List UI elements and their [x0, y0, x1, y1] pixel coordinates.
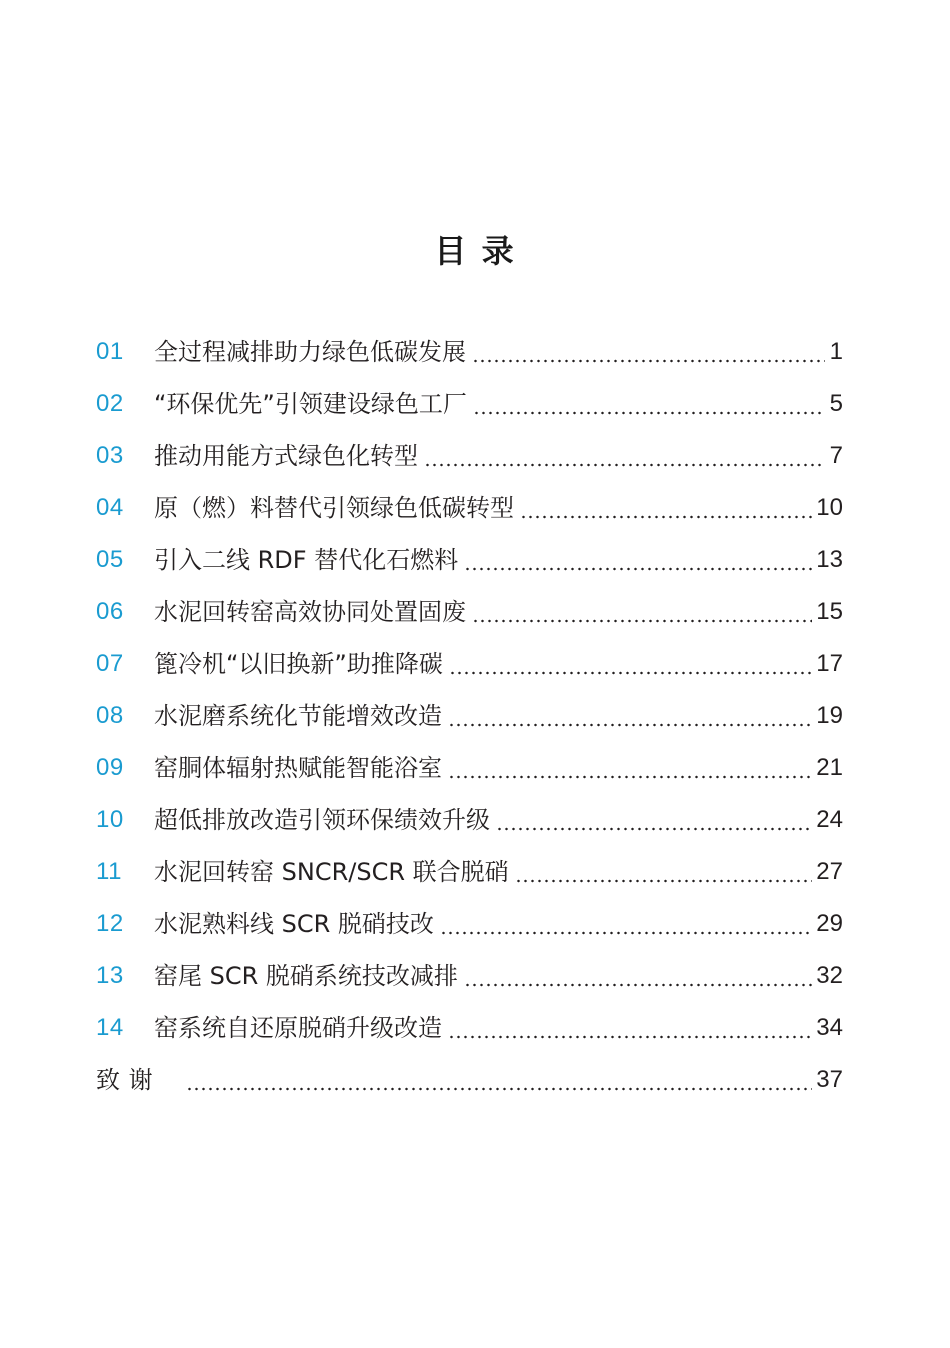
- toc-entry-13[interactable]: [96, 950, 843, 1002]
- toc-entry-number: 10: [96, 806, 124, 833]
- toc-entry-page: 29: [816, 910, 843, 937]
- toc-entry-number: 06: [96, 598, 124, 625]
- toc-entry-title: 全过程减排助力绿色低碳发展: [154, 338, 466, 366]
- dot-leader: [424, 444, 825, 468]
- dot-leader: [473, 392, 825, 416]
- toc-entry-title: 水泥回转窑 SNCR/SCR 联合脱硝: [154, 858, 509, 886]
- dot-leader: [496, 808, 812, 832]
- toc-entry-12[interactable]: [96, 898, 843, 950]
- dot-leader: [448, 704, 812, 728]
- page-title: 目 录: [434, 232, 516, 271]
- toc-entry-number: 07: [96, 650, 124, 677]
- toc-entry-01[interactable]: [96, 326, 843, 378]
- toc-entry-page: 1: [829, 338, 843, 365]
- toc-entry-title: 水泥熟料线 SCR 脱硝技改: [154, 910, 434, 938]
- toc-entry-page: 27: [816, 858, 843, 885]
- toc-entry-page: 34: [816, 1014, 843, 1041]
- toc-entry-acknowledgement[interactable]: [96, 1054, 843, 1106]
- dot-leader: [520, 496, 812, 520]
- dot-leader: [464, 548, 812, 572]
- toc-entry-number: 01: [96, 338, 124, 365]
- toc-entry-06[interactable]: [96, 586, 843, 638]
- toc-entry-number: 04: [96, 494, 124, 521]
- toc-entry-04[interactable]: [96, 482, 843, 534]
- toc-entry-page: 37: [816, 1066, 843, 1093]
- toc-entry-07[interactable]: [96, 638, 843, 690]
- toc-entry-title: 水泥回转窑高效协同处置固废: [154, 598, 466, 626]
- dot-leader: [186, 1068, 812, 1092]
- toc-entry-page: 15: [816, 598, 843, 625]
- toc-entry-number: 05: [96, 546, 124, 573]
- toc-entry-number: 09: [96, 754, 124, 781]
- toc-entry-title: 窑尾 SCR 脱硝系统技改减排: [154, 962, 458, 990]
- toc-entry-02[interactable]: [96, 378, 843, 430]
- toc-entry-page: 32: [816, 962, 843, 989]
- toc-entry-page: 19: [816, 702, 843, 729]
- toc-entry-title: 引入二线 RDF 替代化石燃料: [154, 546, 459, 574]
- toc-entry-number: 08: [96, 702, 124, 729]
- toc-entry-11[interactable]: [96, 846, 843, 898]
- toc-acknowledgement-label: 致 谢: [96, 1066, 154, 1094]
- toc-entry-page: 5: [829, 390, 843, 417]
- toc-entry-title: 窑系统自还原脱硝升级改造: [154, 1014, 442, 1042]
- toc-entry-number: 12: [96, 910, 124, 937]
- dot-leader: [448, 756, 812, 780]
- toc-entry-page: 21: [816, 754, 843, 781]
- dot-leader: [449, 652, 812, 676]
- toc-entry-08[interactable]: [96, 690, 843, 742]
- toc-entry-05[interactable]: [96, 534, 843, 586]
- dot-leader: [472, 600, 812, 624]
- toc-entry-number: 14: [96, 1014, 124, 1041]
- toc-entry-title: 推动用能方式绿色化转型: [154, 442, 418, 470]
- dot-leader: [448, 1016, 812, 1040]
- toc-entry-page: 17: [816, 650, 843, 677]
- toc-entry-number: 02: [96, 390, 124, 417]
- toc-entry-title: “环保优先”引领建设绿色工厂: [154, 390, 467, 418]
- dot-leader: [515, 860, 813, 884]
- toc-entry-09[interactable]: [96, 742, 843, 794]
- toc-entry-number: 13: [96, 962, 124, 989]
- toc-entry-title: 超低排放改造引领环保绩效升级: [154, 806, 490, 834]
- toc-entry-number: 03: [96, 442, 124, 469]
- toc-entry-page: 24: [816, 806, 843, 833]
- toc-entry-title: 篦冷机“以旧换新”助推降碳: [154, 650, 443, 678]
- dot-leader: [472, 340, 825, 364]
- toc-entry-title: 原（燃）料替代引领绿色低碳转型: [154, 494, 514, 522]
- toc-entry-number: 11: [96, 858, 122, 885]
- toc-entry-page: 7: [829, 442, 843, 469]
- dot-leader: [464, 964, 812, 988]
- toc-entry-03[interactable]: [96, 430, 843, 482]
- toc-entry-10[interactable]: [96, 794, 843, 846]
- toc-entry-14[interactable]: [96, 1002, 843, 1054]
- toc-entry-page: 13: [816, 546, 843, 573]
- dot-leader: [440, 912, 812, 936]
- toc-entry-page: 10: [816, 494, 843, 521]
- table-of-contents: [96, 326, 843, 1106]
- toc-entry-title: 水泥磨系统化节能增效改造: [154, 702, 442, 730]
- toc-entry-title: 窑胴体辐射热赋能智能浴室: [154, 754, 442, 782]
